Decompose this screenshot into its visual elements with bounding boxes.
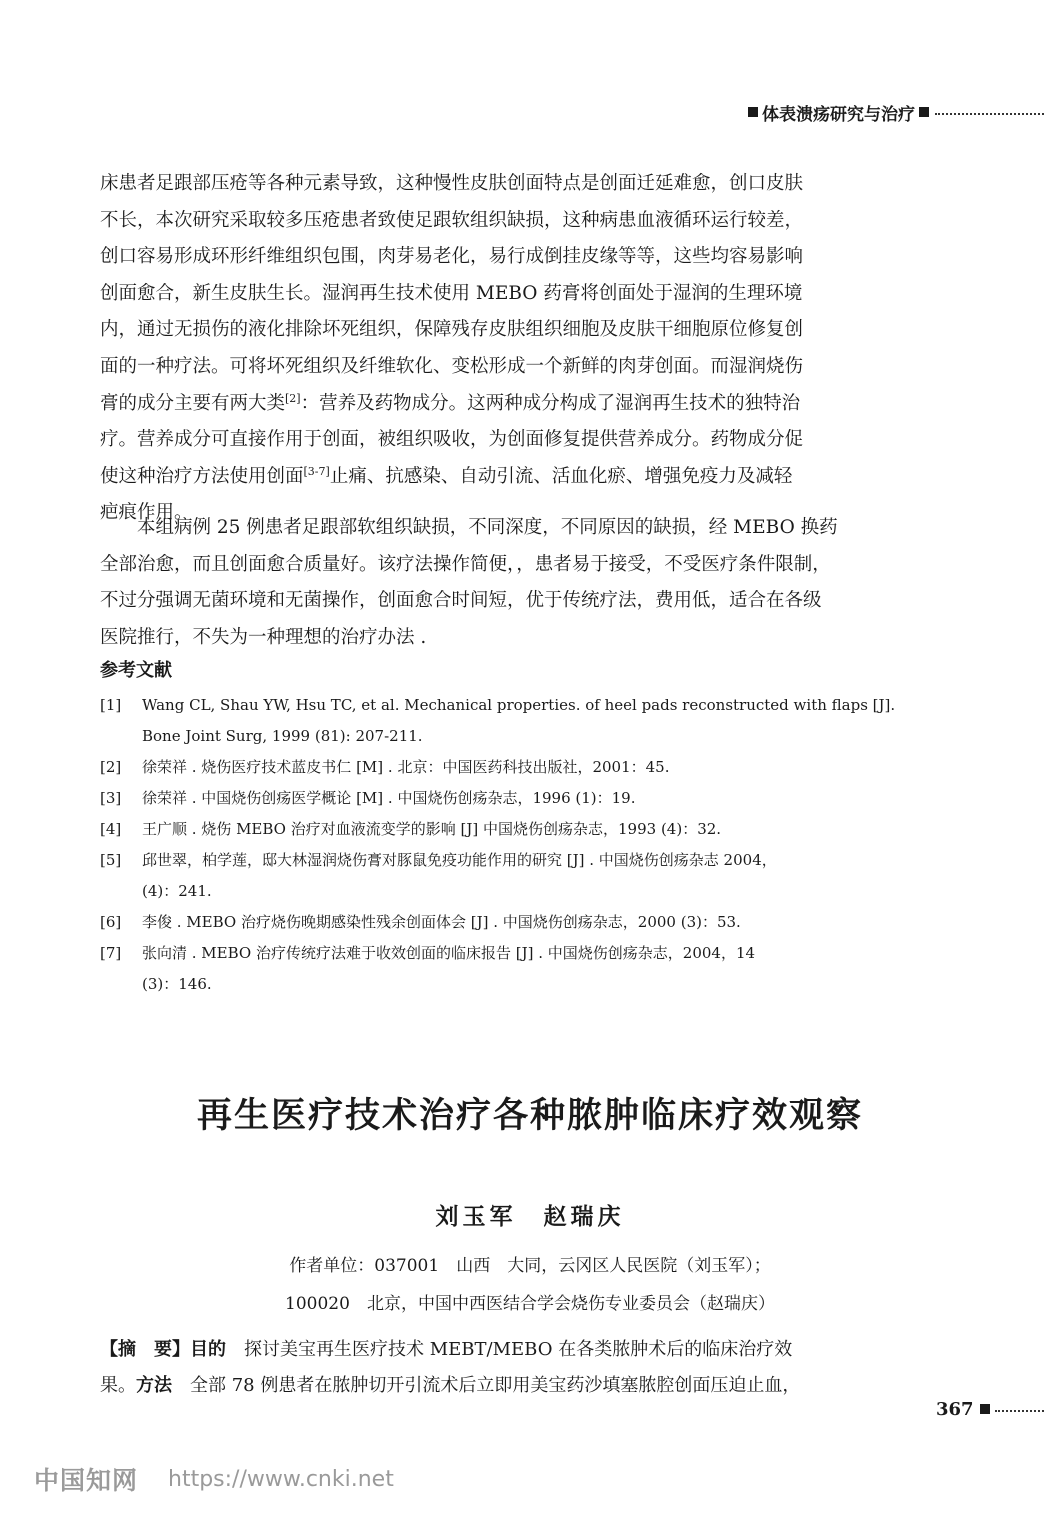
page-number: 367: [936, 1398, 974, 1420]
reference-line: 王广顺 . 烧伤 MEBO 治疗对血液流变学的影响 [J] 中国烧伤创疡杂志，1993 (4)：32.: [142, 820, 722, 838]
text-line: 医院推行，不失为一种理想的治疗办法 .: [100, 626, 427, 648]
reference-item: [100, 845, 948, 907]
reference-number: [3]: [100, 789, 122, 807]
body-paragraph-2: [100, 510, 948, 656]
text-line: 创口容易形成环形纤维组织包围，肉芽易老化，易行成倒挂皮缘等等，这些均容易影响: [100, 246, 804, 268]
affiliation-line: 100020 北京，中国中西医结合学会烧伤专业委员会（赵瑞庆）: [285, 1294, 775, 1314]
reference-item: [100, 907, 948, 938]
square-bullet-icon: [748, 107, 758, 117]
method-text: 全部 78 例患者在脓肿切开引流术后立即用美宝药沙填塞脓腔创面压迫止血，: [172, 1375, 801, 1396]
square-bullet-icon: [980, 1404, 990, 1414]
reference-line: 张向清 . MEBO 治疗传统疗法难于收效创面的临床报告 [J] . 中国烧伤创疡杂志，2004，14: [142, 944, 756, 962]
abstract: [100, 1332, 948, 1404]
reference-item: [100, 690, 948, 752]
watermark: [34, 1462, 394, 1496]
reference-number: [5]: [100, 851, 122, 869]
running-head-title: 体表溃疡研究与治疗: [762, 104, 915, 125]
reference-item: [100, 783, 948, 814]
text-line: 不长，本次研究采取较多压疮患者致使足跟软组织缺损，这种病患血液循环运行较差，: [100, 209, 804, 231]
text-line: 不过分强调无菌环境和无菌操作，创面愈合时间短，优于传统疗法，费用低，适合在各级: [100, 590, 822, 612]
abstract-text: 果。: [100, 1375, 136, 1396]
watermark-url[interactable]: https://www.cnki.net: [168, 1466, 394, 1492]
reference-item: [100, 752, 948, 783]
cnki-logo: 中国知网: [34, 1466, 139, 1495]
running-head: [744, 100, 1044, 124]
objective-label: 目的: [190, 1339, 226, 1360]
reference-line: 徐荣祥 . 烧伤医疗技术蓝皮书仁 [M] . 北京：中国医药科技出版社，2001：45.: [142, 758, 670, 776]
citation-marker: [2]: [285, 391, 301, 405]
text-line: 面的一种疗法。可将坏死组织及纤维软化、变松形成一个新鲜的肉芽创面。而湿润烧伤: [100, 355, 804, 377]
reference-line: Wang CL, Shau YW, Hsu TC, et al. Mechanical properties. of heel pads reconstructed with flaps [J].: [142, 696, 896, 714]
reference-line: (3)：146.: [142, 975, 212, 993]
text-segment: ：营养及药物成分。这两种成分构成了湿润再生技术的独特治: [300, 392, 801, 414]
article-title: 再生医疗技术治疗各种脓肿临床疗效观察: [196, 1095, 863, 1136]
reference-line: 李俊 . MEBO 治疗烧伤晚期感染性残余创面体会 [J] . 中国烧伤创疡杂志，2000 (3)：53.: [142, 913, 741, 931]
reference-number: [1]: [100, 696, 122, 714]
text-segment: 使这种治疗方法使用创面: [100, 465, 304, 487]
square-bullet-icon: [919, 107, 929, 117]
reference-number: [6]: [100, 913, 122, 931]
authors: 刘玉军 赵瑞庆: [435, 1203, 625, 1230]
abstract-label: 【摘 要】: [100, 1339, 190, 1360]
reference-line: Bone Joint Surg, 1999 (81): 207-211.: [142, 727, 423, 745]
affiliation-line: 作者单位：037001 山西 大同，云冈区人民医院（刘玉军）；: [289, 1256, 771, 1276]
method-label: 方法: [136, 1375, 172, 1396]
body-paragraph-1: [100, 166, 948, 532]
citation-marker: [3-7]: [303, 464, 330, 478]
text-line: 疤痕作用。: [100, 502, 193, 524]
reference-item: [100, 814, 948, 845]
text-line: [100, 386, 948, 423]
reference-line: (4)：241.: [142, 882, 212, 900]
reference-item: [100, 938, 948, 1000]
text-line: 全部治愈，而且创面愈合质量好。该疗法操作简便，，患者易于接受，不受医疗条件限制，: [100, 553, 831, 575]
affiliations: [0, 1247, 1060, 1323]
reference-line: 徐荣祥 . 中国烧伤创疡医学概论 [M] . 中国烧伤创疡杂志，1996 (1)：19.: [142, 789, 636, 807]
objective-text: 探讨美宝再生医疗技术 MEBT/MEBO 在各类脓肿术后的临床治疗效: [226, 1339, 793, 1360]
text-line: 创面愈合，新生皮肤生长。湿润再生技术使用 MEBO 药膏将创面处于湿润的生理环境: [100, 282, 803, 304]
reference-line: 邱世翠，柏学莲，邸大林湿润烧伤膏对豚鼠免疫功能作用的研究 [J] . 中国烧伤创疡杂志 2004，: [142, 851, 777, 869]
text-segment: 膏的成分主要有两大类: [100, 392, 286, 414]
text-line: [100, 459, 948, 496]
references-heading: 参考文献: [100, 660, 172, 681]
dotted-rule: [995, 1410, 1044, 1412]
text-line: 床患者足跟部压疮等各种元素导致，这种慢性皮肤创面特点是创面迁延难愈，创口皮肤: [100, 173, 804, 194]
abstract-line: [100, 1332, 948, 1368]
reference-number: [7]: [100, 944, 122, 962]
page-footer: [936, 1396, 1044, 1422]
text-line: 本组病例 25 例患者足跟部软组织缺损，不同深度，不同原因的缺损，经 MEBO 换药: [137, 517, 838, 538]
dotted-rule: [935, 113, 1044, 115]
abstract-line: [100, 1368, 948, 1404]
reference-number: [4]: [100, 820, 122, 838]
text-line: 内，通过无损伤的液化排除坏死组织，保障残存皮肤组织细胞及皮肤干细胞原位修复创: [100, 319, 804, 341]
text-line: 疗。营养成分可直接作用于创面，被组织吸收，为创面修复提供营养成分。药物成分促: [100, 429, 804, 451]
reference-list: [100, 690, 948, 1000]
text-segment: 止痛、抗感染、自动引流、活血化瘀、增强免疫力及减轻: [329, 465, 793, 487]
reference-number: [2]: [100, 758, 122, 776]
